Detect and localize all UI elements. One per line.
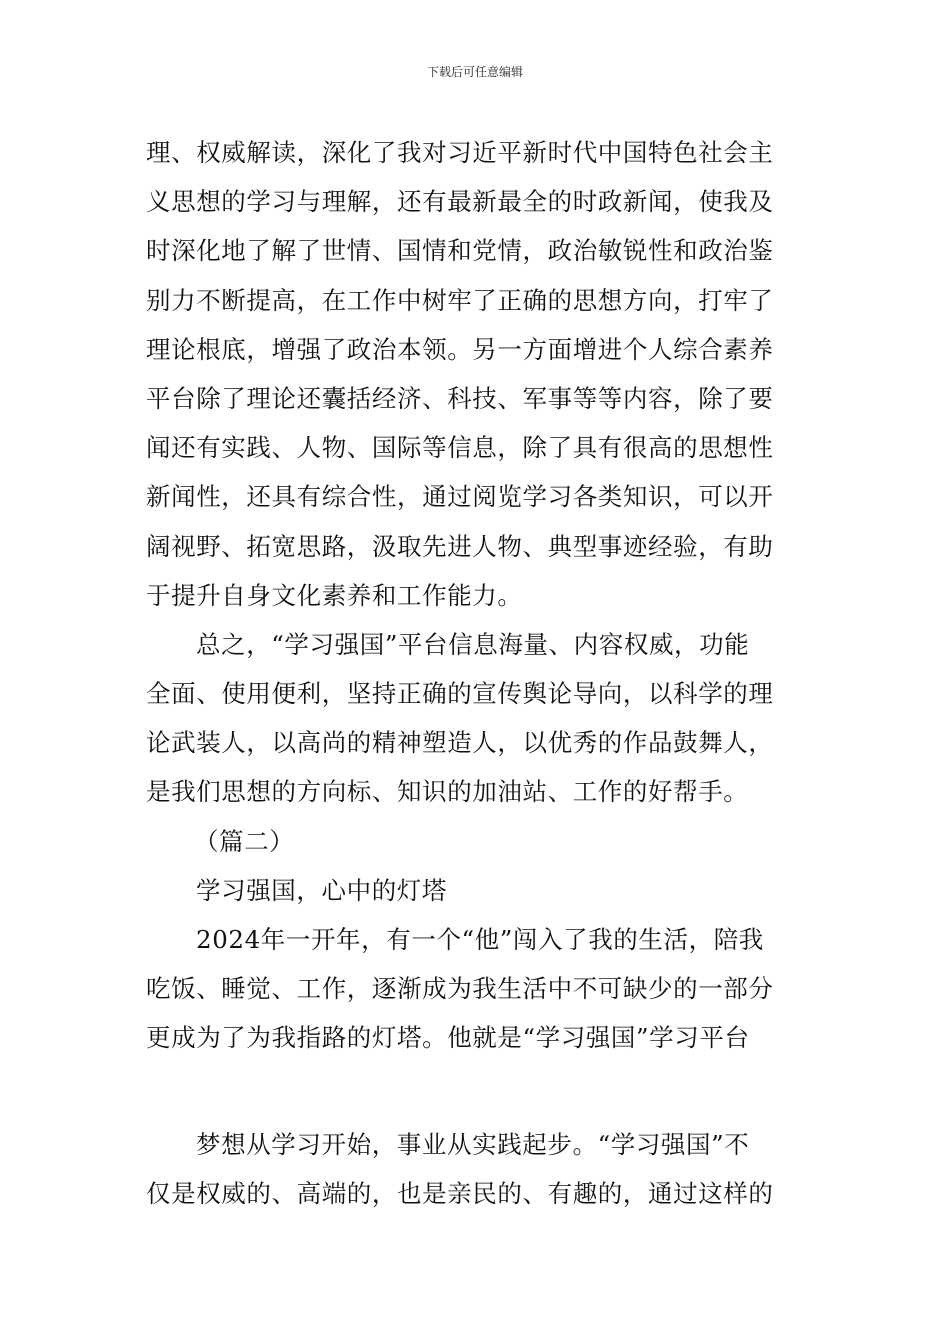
paragraph-gap [146, 1063, 808, 1120]
text-line: 吃饭、睡觉、工作，逐渐成为我生活中不可缺少的一部分 [146, 974, 774, 1004]
text-line: 仅是权威的、高端的，也是亲民的、有趣的，通过这样的 [146, 1178, 774, 1208]
text-line: 理、权威解读，深化了我对习近平新时代中国特色社会主 [146, 138, 774, 167]
paragraph-start-line: 总之，“学习强国”平台信息海量、内容权威，功能 [196, 629, 750, 659]
text-line: 全面、使用便利，坚持正确的宣传舆论导向，以科学的理 [146, 679, 774, 709]
text-line: 论武装人，以高尚的精神塑造人，以优秀的作品鼓舞人， [146, 728, 774, 758]
text-line: 平台除了理论还囊括经济、科技、军事等等内容，除了要 [146, 383, 774, 413]
section-title: 学习强国，心中的灯塔 [196, 875, 447, 905]
paragraph-start-line: 梦想从学习开始，事业从实践起步。“学习强国”不 [196, 1129, 750, 1159]
page-header: 下载后可任意编辑 [426, 65, 523, 79]
text-line: 新闻性，还具有综合性，通过阅览学习各类知识，可以开 [146, 482, 774, 512]
paragraph-start-line: 2024年一开年，有一个“他”闯入了我的生活，陪我 [196, 925, 764, 954]
text-line: 阔视野、拓宽思路，汲取先进人物、典型事迹经验，有助 [146, 531, 774, 561]
text-line: 理论根底，增强了政治本领。另一方面增进个人综合素养 [146, 334, 774, 364]
text-line: 是我们思想的方向标、知识的加油站、工作的好帮手。 [146, 777, 749, 807]
text-line: 于提升自身文化素养和工作能力。 [146, 580, 523, 610]
text-line: 时深化地了解了世情、国情和党情，政治敏锐性和政治鉴 [146, 236, 774, 266]
text-line: 闻还有实践、人物、国际等信息，除了具有很高的思想性 [146, 433, 774, 463]
text-line: 别力不断提高，在工作中树牢了正确的思想方向，打牢了 [146, 285, 774, 315]
text-line: 更成为了为我指路的灯塔。他就是“学习强国”学习平台 [146, 1023, 750, 1053]
document-body [146, 128, 808, 1218]
text-line: 义思想的学习与理解，还有最新最全的时政新闻，使我及 [146, 187, 774, 217]
section-label: （篇二） [194, 826, 295, 856]
